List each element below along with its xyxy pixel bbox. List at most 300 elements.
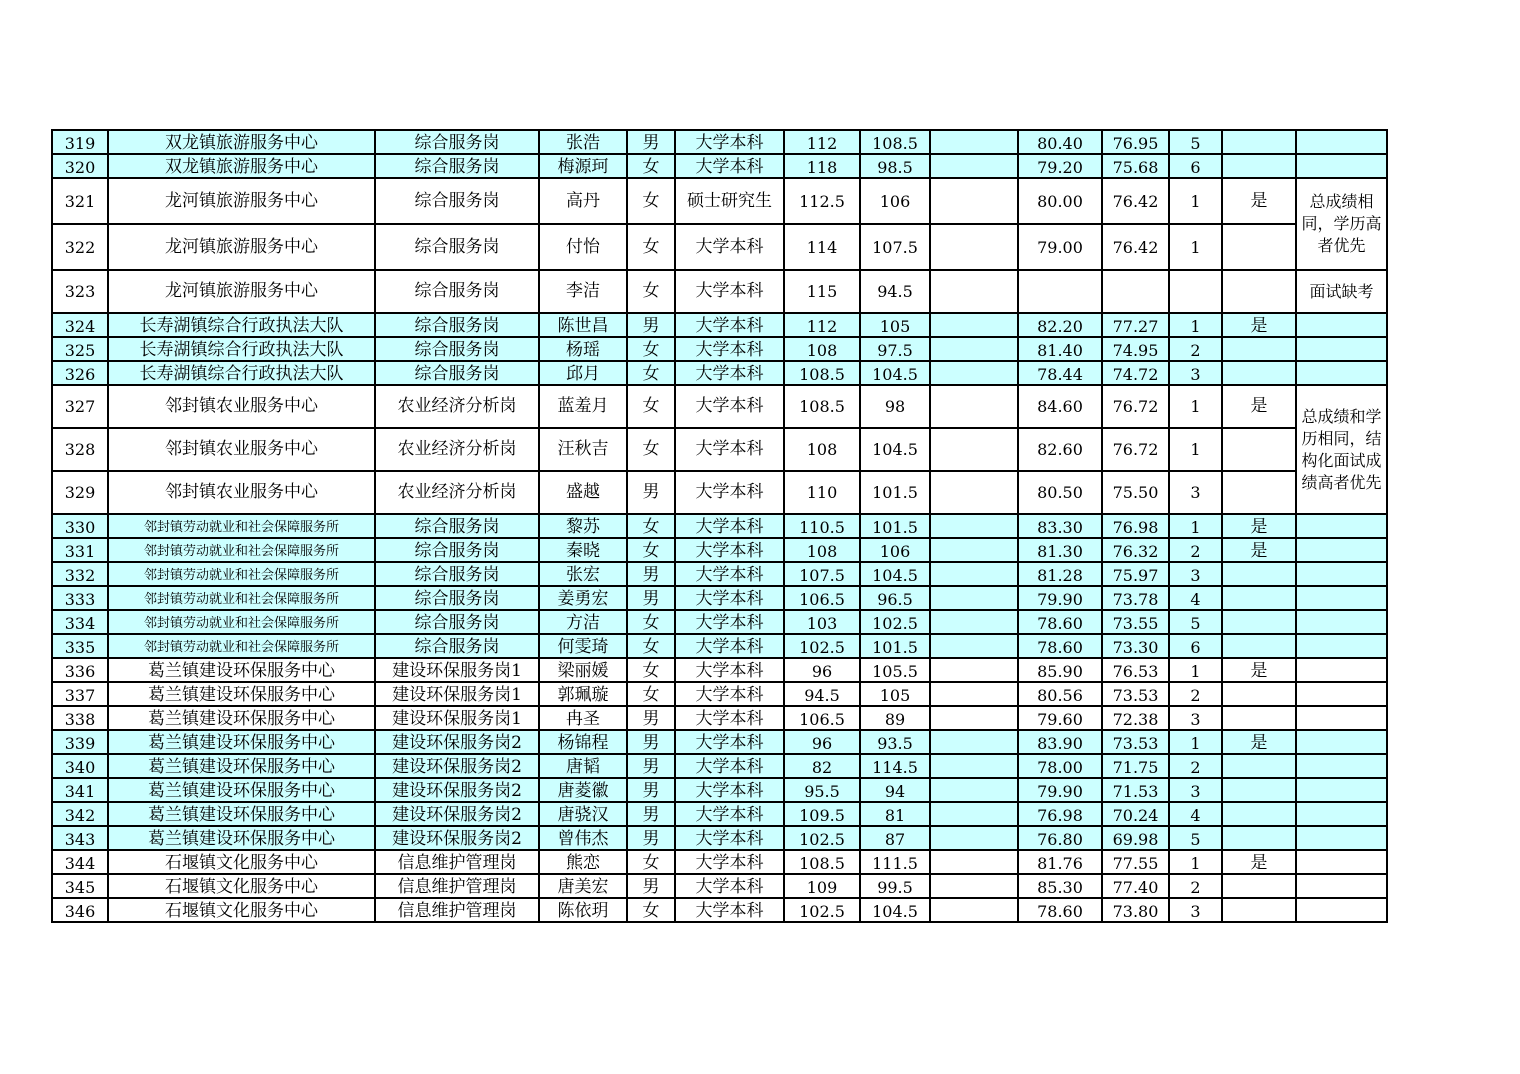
interview-score: 78.60	[1018, 610, 1102, 634]
education-cell: 大学本科	[675, 826, 784, 850]
table-row	[52, 130, 1387, 154]
post-cell: 信息维护管理岗	[375, 898, 539, 922]
score-2: 104.5	[860, 428, 930, 471]
score-1: 108.5	[784, 361, 860, 385]
score-3	[930, 130, 1018, 154]
score-1: 107.5	[784, 562, 860, 586]
pass-cell	[1222, 130, 1296, 154]
rank-cell: 4	[1169, 802, 1222, 826]
table-row	[52, 826, 1387, 850]
pass-cell	[1222, 361, 1296, 385]
education-cell: 大学本科	[675, 130, 784, 154]
table-row	[52, 538, 1387, 562]
rank-cell: 6	[1169, 634, 1222, 658]
note-cell	[1296, 313, 1387, 337]
rank-cell: 2	[1169, 337, 1222, 361]
post-cell: 综合服务岗	[375, 130, 539, 154]
table-row	[52, 385, 1387, 428]
gender-cell: 男	[627, 706, 675, 730]
education-cell: 大学本科	[675, 778, 784, 802]
unit-cell: 葛兰镇建设环保服务中心	[108, 802, 375, 826]
education-cell: 大学本科	[675, 682, 784, 706]
gender-cell: 女	[627, 361, 675, 385]
post-cell: 综合服务岗	[375, 313, 539, 337]
unit-cell: 石堰镇文化服务中心	[108, 898, 375, 922]
interview-score: 85.90	[1018, 658, 1102, 682]
rank-cell: 5	[1169, 130, 1222, 154]
score-2: 104.5	[860, 361, 930, 385]
education-cell: 大学本科	[675, 658, 784, 682]
total-score: 76.42	[1102, 178, 1169, 224]
results-table	[51, 129, 1388, 923]
rank-cell: 2	[1169, 874, 1222, 898]
candidate-name: 梁丽媛	[539, 658, 627, 682]
interview-score: 83.90	[1018, 730, 1102, 754]
note-cell	[1296, 802, 1387, 826]
note-cell: 总成绩和学历相同，结构化面试成绩高者优先	[1296, 385, 1387, 514]
candidate-name: 何雯琦	[539, 634, 627, 658]
pass-cell	[1222, 224, 1296, 270]
note-cell	[1296, 874, 1387, 898]
unit-cell: 葛兰镇建设环保服务中心	[108, 730, 375, 754]
gender-cell: 男	[627, 778, 675, 802]
interview-score: 84.60	[1018, 385, 1102, 428]
education-cell: 大学本科	[675, 586, 784, 610]
total-score: 75.50	[1102, 471, 1169, 514]
score-3	[930, 562, 1018, 586]
rank-cell: 5	[1169, 610, 1222, 634]
unit-cell: 葛兰镇建设环保服务中心	[108, 826, 375, 850]
score-2: 105	[860, 313, 930, 337]
post-cell: 建设环保服务岗2	[375, 730, 539, 754]
candidate-name: 唐韬	[539, 754, 627, 778]
pass-cell	[1222, 337, 1296, 361]
interview-score: 79.90	[1018, 586, 1102, 610]
education-cell: 大学本科	[675, 754, 784, 778]
row-number: 329	[52, 471, 108, 514]
post-cell: 建设环保服务岗1	[375, 706, 539, 730]
table-row	[52, 224, 1387, 270]
unit-cell: 长寿湖镇综合行政执法大队	[108, 337, 375, 361]
post-cell: 综合服务岗	[375, 514, 539, 538]
gender-cell: 男	[627, 730, 675, 754]
rank-cell: 1	[1169, 178, 1222, 224]
gender-cell: 男	[627, 802, 675, 826]
table-row	[52, 610, 1387, 634]
score-2: 108.5	[860, 130, 930, 154]
table-row	[52, 754, 1387, 778]
row-number: 343	[52, 826, 108, 850]
pass-cell	[1222, 154, 1296, 178]
candidate-name: 郭珮璇	[539, 682, 627, 706]
score-2: 101.5	[860, 634, 930, 658]
total-score: 73.53	[1102, 730, 1169, 754]
interview-score: 79.60	[1018, 706, 1102, 730]
note-cell	[1296, 337, 1387, 361]
total-score: 73.30	[1102, 634, 1169, 658]
unit-cell: 邻封镇劳动就业和社会保障服务所	[108, 586, 375, 610]
score-2: 98	[860, 385, 930, 428]
score-1: 112	[784, 130, 860, 154]
interview-score: 79.20	[1018, 154, 1102, 178]
unit-cell: 葛兰镇建设环保服务中心	[108, 658, 375, 682]
total-score: 76.72	[1102, 428, 1169, 471]
pass-cell: 是	[1222, 730, 1296, 754]
note-cell	[1296, 586, 1387, 610]
post-cell: 信息维护管理岗	[375, 874, 539, 898]
score-3	[930, 802, 1018, 826]
score-1: 109.5	[784, 802, 860, 826]
candidate-name: 杨瑶	[539, 337, 627, 361]
gender-cell: 男	[627, 562, 675, 586]
candidate-name: 唐美宏	[539, 874, 627, 898]
total-score: 71.53	[1102, 778, 1169, 802]
candidate-name: 唐骁汉	[539, 802, 627, 826]
post-cell: 综合服务岗	[375, 562, 539, 586]
pass-cell	[1222, 802, 1296, 826]
rank-cell: 2	[1169, 754, 1222, 778]
education-cell: 大学本科	[675, 634, 784, 658]
row-number: 335	[52, 634, 108, 658]
table-row	[52, 682, 1387, 706]
score-1: 112.5	[784, 178, 860, 224]
post-cell: 综合服务岗	[375, 538, 539, 562]
unit-cell: 葛兰镇建设环保服务中心	[108, 754, 375, 778]
score-1: 112	[784, 313, 860, 337]
pass-cell	[1222, 682, 1296, 706]
interview-score: 80.50	[1018, 471, 1102, 514]
education-cell: 大学本科	[675, 154, 784, 178]
table-row	[52, 337, 1387, 361]
total-score: 73.55	[1102, 610, 1169, 634]
education-cell: 大学本科	[675, 538, 784, 562]
score-3	[930, 538, 1018, 562]
pass-cell: 是	[1222, 178, 1296, 224]
rank-cell: 2	[1169, 682, 1222, 706]
row-number: 322	[52, 224, 108, 270]
rank-cell: 3	[1169, 361, 1222, 385]
candidate-name: 姜勇宏	[539, 586, 627, 610]
table-row	[52, 706, 1387, 730]
score-1: 108	[784, 428, 860, 471]
unit-cell: 邻封镇农业服务中心	[108, 471, 375, 514]
table-row	[52, 428, 1387, 471]
unit-cell: 邻封镇劳动就业和社会保障服务所	[108, 562, 375, 586]
score-2: 97.5	[860, 337, 930, 361]
score-2: 99.5	[860, 874, 930, 898]
interview-score: 81.30	[1018, 538, 1102, 562]
unit-cell: 邻封镇劳动就业和社会保障服务所	[108, 538, 375, 562]
table-row	[52, 634, 1387, 658]
score-3	[930, 706, 1018, 730]
candidate-name: 黎苏	[539, 514, 627, 538]
score-2: 101.5	[860, 471, 930, 514]
post-cell: 综合服务岗	[375, 154, 539, 178]
score-3	[930, 514, 1018, 538]
pass-cell	[1222, 778, 1296, 802]
score-1: 109	[784, 874, 860, 898]
row-number: 337	[52, 682, 108, 706]
row-number: 341	[52, 778, 108, 802]
post-cell: 综合服务岗	[375, 178, 539, 224]
candidate-name: 张浩	[539, 130, 627, 154]
row-number: 334	[52, 610, 108, 634]
interview-score: 80.40	[1018, 130, 1102, 154]
gender-cell: 女	[627, 428, 675, 471]
pass-cell: 是	[1222, 850, 1296, 874]
pass-cell: 是	[1222, 538, 1296, 562]
gender-cell: 女	[627, 270, 675, 313]
interview-score: 80.56	[1018, 682, 1102, 706]
rank-cell: 3	[1169, 898, 1222, 922]
candidate-name: 高丹	[539, 178, 627, 224]
note-cell	[1296, 514, 1387, 538]
table-row	[52, 850, 1387, 874]
unit-cell: 石堰镇文化服务中心	[108, 850, 375, 874]
interview-score: 85.30	[1018, 874, 1102, 898]
candidate-name: 冉圣	[539, 706, 627, 730]
education-cell: 大学本科	[675, 428, 784, 471]
post-cell: 建设环保服务岗1	[375, 682, 539, 706]
education-cell: 大学本科	[675, 706, 784, 730]
unit-cell: 邻封镇劳动就业和社会保障服务所	[108, 634, 375, 658]
score-2: 102.5	[860, 610, 930, 634]
unit-cell: 双龙镇旅游服务中心	[108, 154, 375, 178]
row-number: 346	[52, 898, 108, 922]
post-cell: 建设环保服务岗2	[375, 826, 539, 850]
gender-cell: 男	[627, 313, 675, 337]
candidate-name: 盛越	[539, 471, 627, 514]
pass-cell: 是	[1222, 514, 1296, 538]
interview-score: 81.40	[1018, 337, 1102, 361]
gender-cell: 女	[627, 610, 675, 634]
score-2: 101.5	[860, 514, 930, 538]
total-score: 73.53	[1102, 682, 1169, 706]
row-number: 330	[52, 514, 108, 538]
candidate-name: 陈依玥	[539, 898, 627, 922]
post-cell: 农业经济分析岗	[375, 471, 539, 514]
row-number: 345	[52, 874, 108, 898]
rank-cell: 1	[1169, 514, 1222, 538]
total-score: 74.72	[1102, 361, 1169, 385]
row-number: 338	[52, 706, 108, 730]
row-number: 333	[52, 586, 108, 610]
table-row	[52, 778, 1387, 802]
total-score: 69.98	[1102, 826, 1169, 850]
row-number: 340	[52, 754, 108, 778]
candidate-name: 唐菱徽	[539, 778, 627, 802]
gender-cell: 男	[627, 130, 675, 154]
score-1: 102.5	[784, 898, 860, 922]
score-3	[930, 154, 1018, 178]
row-number: 331	[52, 538, 108, 562]
total-score: 74.95	[1102, 337, 1169, 361]
table-row	[52, 898, 1387, 922]
score-1: 114	[784, 224, 860, 270]
post-cell: 综合服务岗	[375, 634, 539, 658]
candidate-name: 方洁	[539, 610, 627, 634]
score-2: 104.5	[860, 562, 930, 586]
score-3	[930, 850, 1018, 874]
interview-score: 76.98	[1018, 802, 1102, 826]
score-2: 94.5	[860, 270, 930, 313]
row-number: 339	[52, 730, 108, 754]
candidate-name: 张宏	[539, 562, 627, 586]
post-cell: 建设环保服务岗2	[375, 778, 539, 802]
score-1: 102.5	[784, 634, 860, 658]
gender-cell: 女	[627, 514, 675, 538]
pass-cell	[1222, 428, 1296, 471]
total-score: 72.38	[1102, 706, 1169, 730]
total-score: 71.75	[1102, 754, 1169, 778]
rank-cell: 1	[1169, 385, 1222, 428]
gender-cell: 男	[627, 874, 675, 898]
row-number: 332	[52, 562, 108, 586]
candidate-name: 杨锦程	[539, 730, 627, 754]
rank-cell: 1	[1169, 658, 1222, 682]
rank-cell: 5	[1169, 826, 1222, 850]
score-1: 110	[784, 471, 860, 514]
note-cell	[1296, 778, 1387, 802]
pass-cell	[1222, 586, 1296, 610]
note-cell	[1296, 898, 1387, 922]
post-cell: 信息维护管理岗	[375, 850, 539, 874]
score-3	[930, 361, 1018, 385]
score-1: 108.5	[784, 385, 860, 428]
candidate-name: 蓝羞月	[539, 385, 627, 428]
education-cell: 大学本科	[675, 270, 784, 313]
interview-score: 78.00	[1018, 754, 1102, 778]
gender-cell: 女	[627, 898, 675, 922]
score-2: 111.5	[860, 850, 930, 874]
total-score: 75.68	[1102, 154, 1169, 178]
rank-cell: 2	[1169, 538, 1222, 562]
interview-score: 79.00	[1018, 224, 1102, 270]
score-2: 98.5	[860, 154, 930, 178]
note-cell	[1296, 658, 1387, 682]
post-cell: 综合服务岗	[375, 610, 539, 634]
row-number: 321	[52, 178, 108, 224]
score-3	[930, 778, 1018, 802]
score-1: 110.5	[784, 514, 860, 538]
education-cell: 大学本科	[675, 850, 784, 874]
gender-cell: 女	[627, 850, 675, 874]
total-score: 73.80	[1102, 898, 1169, 922]
score-1: 108	[784, 337, 860, 361]
row-number: 325	[52, 337, 108, 361]
interview-score: 78.60	[1018, 634, 1102, 658]
total-score: 77.55	[1102, 850, 1169, 874]
score-1: 95.5	[784, 778, 860, 802]
pass-cell	[1222, 610, 1296, 634]
note-cell	[1296, 361, 1387, 385]
post-cell: 农业经济分析岗	[375, 428, 539, 471]
candidate-name: 李洁	[539, 270, 627, 313]
unit-cell: 长寿湖镇综合行政执法大队	[108, 361, 375, 385]
note-cell	[1296, 754, 1387, 778]
row-number: 326	[52, 361, 108, 385]
interview-score: 81.76	[1018, 850, 1102, 874]
score-3	[930, 428, 1018, 471]
total-score: 76.32	[1102, 538, 1169, 562]
pass-cell	[1222, 826, 1296, 850]
gender-cell: 女	[627, 658, 675, 682]
unit-cell: 邻封镇农业服务中心	[108, 385, 375, 428]
row-number: 328	[52, 428, 108, 471]
candidate-name: 梅源珂	[539, 154, 627, 178]
note-cell	[1296, 850, 1387, 874]
table-row	[52, 154, 1387, 178]
gender-cell: 女	[627, 337, 675, 361]
table-row	[52, 514, 1387, 538]
note-cell	[1296, 730, 1387, 754]
unit-cell: 龙河镇旅游服务中心	[108, 224, 375, 270]
gender-cell: 女	[627, 224, 675, 270]
row-number: 319	[52, 130, 108, 154]
gender-cell: 女	[627, 385, 675, 428]
note-cell	[1296, 538, 1387, 562]
score-3	[930, 471, 1018, 514]
table-row	[52, 270, 1387, 313]
total-score: 77.40	[1102, 874, 1169, 898]
table-row	[52, 313, 1387, 337]
interview-score: 79.90	[1018, 778, 1102, 802]
score-2: 87	[860, 826, 930, 850]
interview-score: 81.28	[1018, 562, 1102, 586]
score-2: 106	[860, 178, 930, 224]
unit-cell: 双龙镇旅游服务中心	[108, 130, 375, 154]
pass-cell	[1222, 898, 1296, 922]
unit-cell: 葛兰镇建设环保服务中心	[108, 778, 375, 802]
table-row	[52, 802, 1387, 826]
score-2: 96.5	[860, 586, 930, 610]
unit-cell: 龙河镇旅游服务中心	[108, 178, 375, 224]
score-1: 118	[784, 154, 860, 178]
post-cell: 建设环保服务岗2	[375, 802, 539, 826]
score-1: 82	[784, 754, 860, 778]
score-1: 102.5	[784, 826, 860, 850]
score-1: 108	[784, 538, 860, 562]
interview-score: 82.60	[1018, 428, 1102, 471]
total-score: 76.53	[1102, 658, 1169, 682]
post-cell: 综合服务岗	[375, 361, 539, 385]
interview-score: 76.80	[1018, 826, 1102, 850]
pass-cell: 是	[1222, 385, 1296, 428]
education-cell: 大学本科	[675, 385, 784, 428]
score-3	[930, 634, 1018, 658]
education-cell: 大学本科	[675, 802, 784, 826]
education-cell: 大学本科	[675, 562, 784, 586]
education-cell: 大学本科	[675, 514, 784, 538]
total-score: 75.97	[1102, 562, 1169, 586]
education-cell: 大学本科	[675, 361, 784, 385]
post-cell: 综合服务岗	[375, 337, 539, 361]
interview-score: 82.20	[1018, 313, 1102, 337]
total-score: 76.95	[1102, 130, 1169, 154]
score-3	[930, 610, 1018, 634]
pass-cell	[1222, 706, 1296, 730]
total-score: 70.24	[1102, 802, 1169, 826]
interview-score: 83.30	[1018, 514, 1102, 538]
unit-cell: 邻封镇农业服务中心	[108, 428, 375, 471]
total-score: 73.78	[1102, 586, 1169, 610]
rank-cell: 3	[1169, 778, 1222, 802]
pass-cell: 是	[1222, 658, 1296, 682]
post-cell: 综合服务岗	[375, 224, 539, 270]
pass-cell	[1222, 634, 1296, 658]
note-cell	[1296, 826, 1387, 850]
table-row	[52, 586, 1387, 610]
